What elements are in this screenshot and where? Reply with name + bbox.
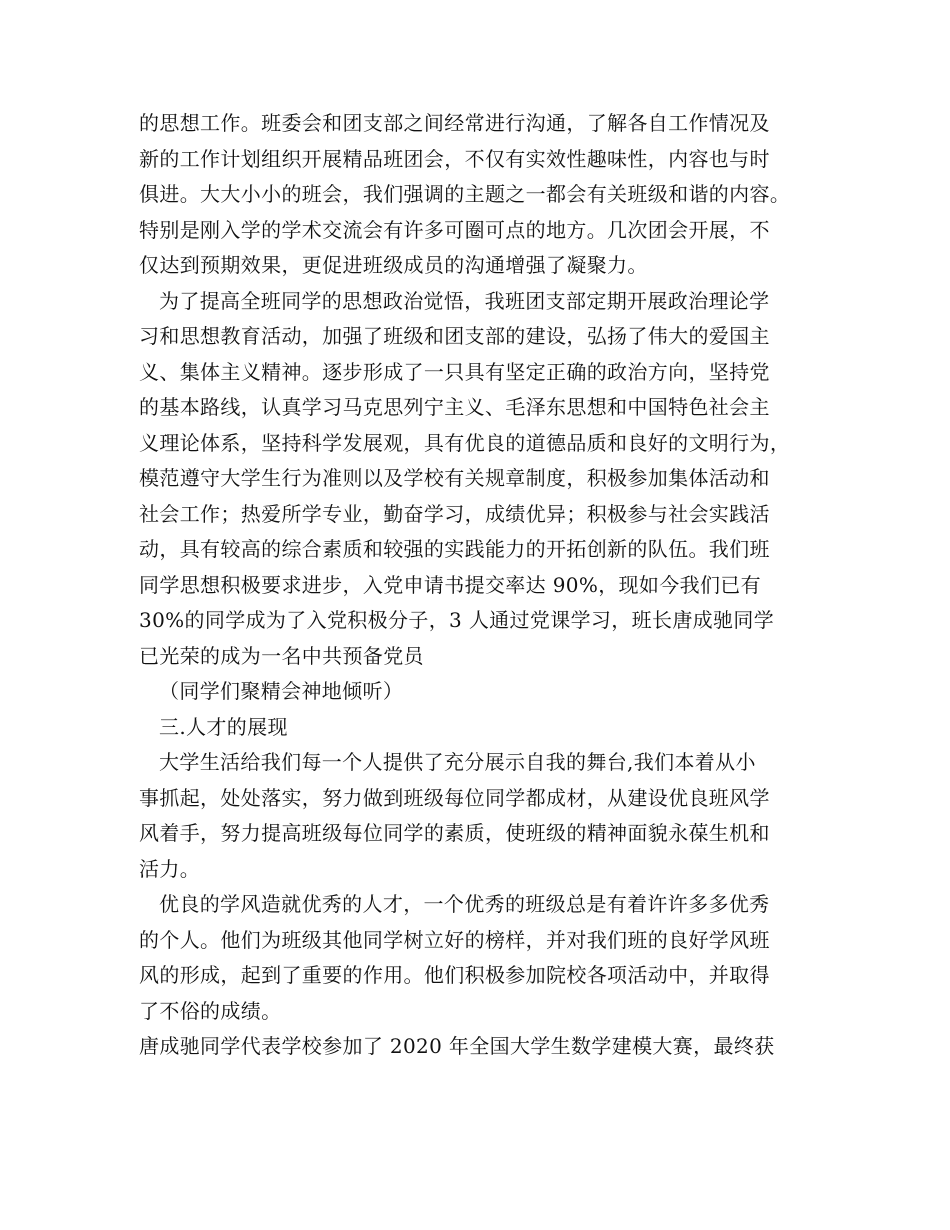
text-line: 了不俗的成绩。 — [139, 998, 282, 1023]
text-line: 为了提高全班同学的思想政治觉悟，我班团支部定期开展政治理论学 — [159, 288, 770, 313]
text-line: 新的工作计划组织开展精品班团会，不仅有实效性趣味性，内容也与时 — [139, 146, 770, 171]
text-line: 特别是刚入学的学术交流会有许多可圈可点的地方。几次团会开展，不 — [139, 217, 770, 242]
text-line: 模范遵守大学生行为准则以及学校有关规章制度，积极参加集体活动和 — [139, 466, 770, 490]
body-text — [139, 106, 829, 1065]
text-line: 优良的学风造就优秀的人才，一个优秀的班级总是有着许许多多优秀 — [159, 892, 770, 916]
text-line: 动，具有较高的综合素质和较强的实践能力的开拓创新的队伍。我们班 — [139, 537, 770, 561]
text-line: 事抓起，处处落实，努力做到班级每位同学都成材，从建设优良班风学 — [139, 785, 770, 810]
text-line: 唐成驰同学代表学校参加了 2020 年全国大学生数学建模大赛，最终获 — [139, 1034, 775, 1058]
text-line: 活力。 — [139, 856, 201, 881]
text-line: 30%的同学成为了入党积极分子，3 人通过党课学习，班长唐成驰同学 — [139, 608, 775, 632]
text-line: 的个人。他们为班级其他同学树立好的榜样，并对我们班的良好学风班 — [139, 927, 770, 952]
text-line: 已光荣的成为一名中共预备党员 — [139, 643, 424, 668]
text-line: 风着手，努力提高班级每位同学的素质，使班级的精神面貌永葆生机和 — [139, 821, 770, 845]
text-line: 的思想工作。班委会和团支部之间经常进行沟通，了解各自工作情况及 — [139, 111, 770, 135]
text-line: 仅达到预期效果，更促进班级成员的沟通增强了凝聚力。 — [139, 253, 648, 277]
text-line: 义理论体系，坚持科学发展观，具有优良的道德品质和良好的文明行为， — [139, 430, 791, 455]
text-line: 大学生活给我们每一个人提供了充分展示自我的舞台,我们本着从小 — [159, 750, 756, 774]
text-line: 义、集体主义精神。逐步形成了一只具有坚定正确的政治方向，坚持党 — [139, 359, 770, 384]
text-line: 三.人才的展现 — [159, 714, 288, 739]
text-line: 俱进。大大小小的班会，我们强调的主题之一都会有关班级和谐的内容。 — [139, 182, 791, 206]
text-line: 习和思想教育活动，加强了班级和团支部的建设，弘扬了伟大的爱国主 — [139, 324, 770, 348]
text-line: 同学思想积极要求进步，入党申请书提交率达 90%，现如今我们已有 — [139, 572, 762, 597]
text-line: （同学们聚精会神地倾听） — [159, 679, 404, 703]
text-line: 的基本路线，认真学习马克思列宁主义、毛泽东思想和中国特色社会主 — [139, 395, 770, 419]
text-line: 风的形成，起到了重要的作用。他们积极参加院校各项活动中，并取得 — [139, 963, 770, 987]
text-line: 社会工作；热爱所学专业，勤奋学习，成绩优异；积极参与社会实践活 — [139, 501, 770, 526]
